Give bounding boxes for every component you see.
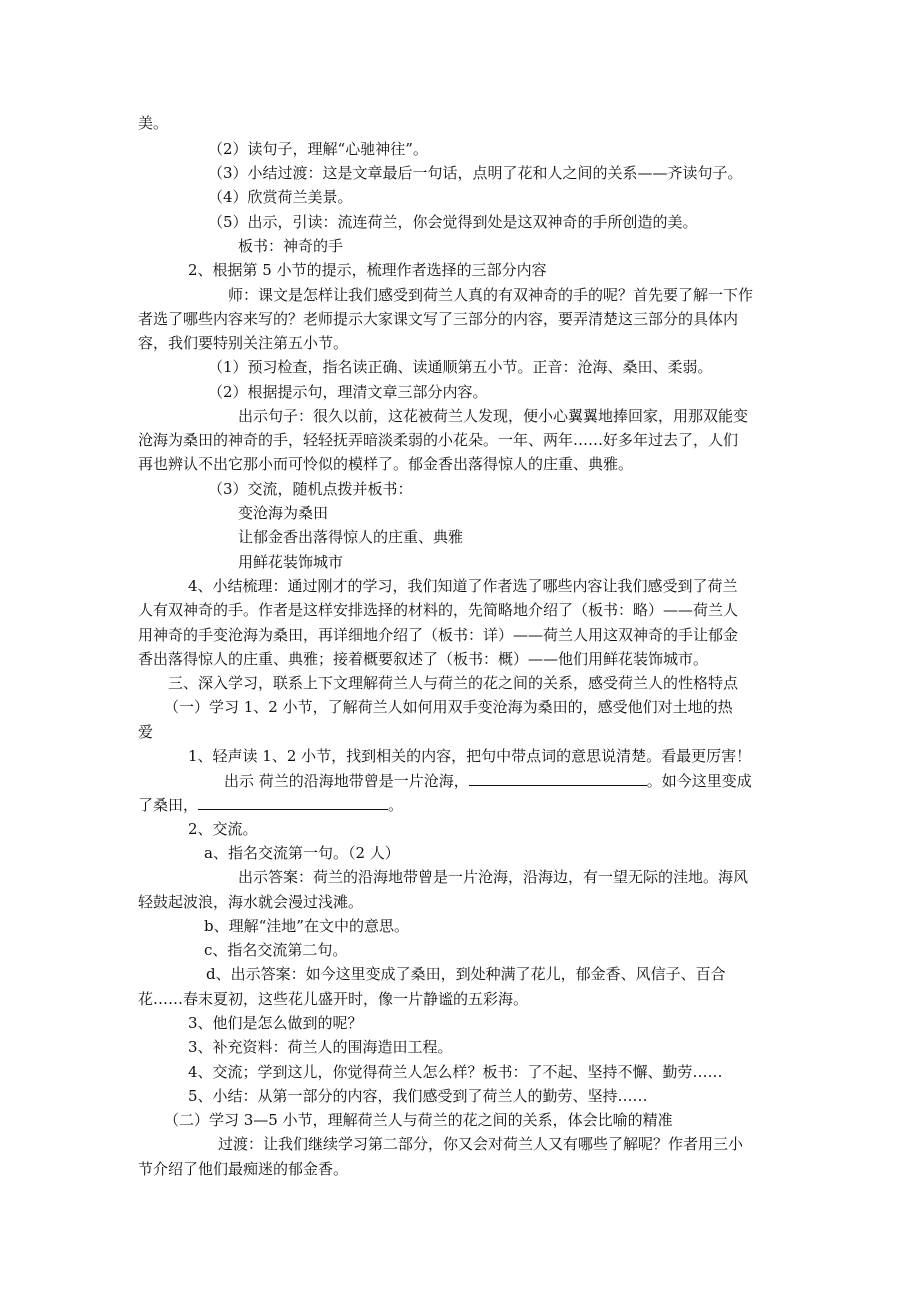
text-line: 爱 [138,723,154,741]
text-line: c、指名交流第二句。 [204,941,348,959]
answer-blank [198,794,388,810]
text-line: 板书：神奇的手 [238,237,344,255]
text-line: 师：课文是怎样让我们感受到荷兰人真的有双神奇的手的呢？首先要了解一下作 [228,286,754,304]
text-line: 让郁金香出落得惊人的庄重、典雅 [238,528,464,546]
text-line: （4）欣赏荷兰美景。 [208,188,353,206]
text-line: 3、补充资料：荷兰人的围海造田工程。 [188,1038,453,1056]
fill-blank-line [224,770,752,791]
text-line: （3）小结过渡：这是文章最后一句话，点明了花和人之间的关系——齐读句子。 [208,164,743,182]
text-line: 节介绍了他们最痴迷的郁金香。 [138,1160,349,1178]
text-line: 出示句子：很久以前，这花被荷兰人发现，便小心翼翼地捧回家，用那双能变 [238,407,749,425]
subsection-heading: （二）学习 3—5 小节，理解荷兰人与荷兰的花之间的关系，体会比喻的精准 [164,1111,673,1129]
text-line: （1）预习检查，指名读正确、读通顺第五小节。正音：沧海、桑田、柔弱。 [208,358,713,376]
text-line: 1、轻声读 1、2 小节，找到相关的内容，把句中带点词的意思说清楚。看最更厉害！ [188,747,752,765]
text-line: 美。 [138,114,169,132]
text-line: 用神奇的手变沧海为桑田，再详细地介绍了（板书：详）——荷兰人用这双神奇的手让郁金 [138,626,739,644]
answer-blank [469,770,647,786]
text-line: 者选了哪些内容来写的？老师提示大家课文写了三部分的内容，要弄清楚这三部分的具体内 [138,310,739,328]
subsection-heading: （一）学习 1、2 小节，了解荷兰人如何用双手变沧海为桑田的，感受他们对土地的热 [164,698,733,716]
text-line: a、指名交流第一句。（2 人） [204,844,400,862]
text-line: 沧海为桑田的神奇的手，轻轻抚弄暗淡柔弱的小花朵。一年、两年……好多年过去了，人们 [138,431,739,449]
text-line: 再也辨认不出它那小而可怜似的模样了。郁金香出落得惊人的庄重、典雅。 [138,455,634,473]
text-segment: 出示 荷兰的沿海地带曾是一片沧海， [224,772,469,790]
text-line: 用鲜花装饰城市 [238,553,344,571]
text-line: d、出示答案：如今这里变成了桑田，到处种满了花儿，郁金香、风信子、百合 [206,965,726,983]
text-line: （2）读句子，理解“心驰神往”。 [208,140,428,158]
text-line: 2、根据第 5 小节的提示，梳理作者选择的三部分内容 [188,261,547,279]
text-line: （3）交流，随机点拨并板书： [208,480,413,498]
section-heading: 三、深入学习，联系上下文理解荷兰人与荷兰的花之间的关系，感受荷兰人的性格特点 [168,674,739,692]
fill-blank-line [138,794,403,815]
text-line: 5、小结：从第一部分的内容，我们感受到了荷兰人的勤劳、坚持…… [188,1087,648,1105]
text-line: （2）根据提示句，理清文章三部分内容。 [208,383,488,401]
text-line: （5）出示，引读：流连荷兰，你会觉得到处是这双神奇的手所创造的美。 [208,213,698,231]
text-line: 过渡：让我们继续学习第二部分，你又会对荷兰人又有哪些了解呢？作者用三小 [218,1135,744,1153]
text-line: 轻鼓起波浪，海水就会漫过浅滩。 [138,893,364,911]
text-line: 香出落得惊人的庄重、典雅；接着概要叙述了（板书：概）——他们用鲜花装饰城市。 [138,650,709,668]
text-line: 出示答案：荷兰的沿海地带曾是一片沧海，沿海边，有一望无际的洼地。海风 [238,868,749,886]
text-line: 4、交流；学到这儿，你觉得荷兰人怎么样？板书：了不起、坚持不懈、勤劳…… [188,1063,723,1081]
text-line: b、理解“洼地”在文中的意思。 [204,917,409,935]
text-line: 2、交流。 [188,820,258,838]
text-line: 4、小结梳理：通过刚才的学习，我们知道了作者选了哪些内容让我们感受到了荷兰 [188,577,738,595]
text-segment: 。 [388,796,404,814]
text-line: 变沧海为桑田 [238,504,329,522]
text-segment: 。如今这里变成 [646,772,752,790]
text-line: 3、他们是怎么做到的呢？ [188,1014,363,1032]
text-segment: 了桑田， [138,796,199,814]
text-line: 人有双神奇的手。作者是这样安排选择的材料的，先简略地介绍了（板书：略）——荷兰人 [138,601,739,619]
text-line: 容，我们要特别关注第五小节。 [138,334,349,352]
text-line: 花……春末夏初，这些花儿盛开时，像一片静谧的五彩海。 [138,990,529,1008]
